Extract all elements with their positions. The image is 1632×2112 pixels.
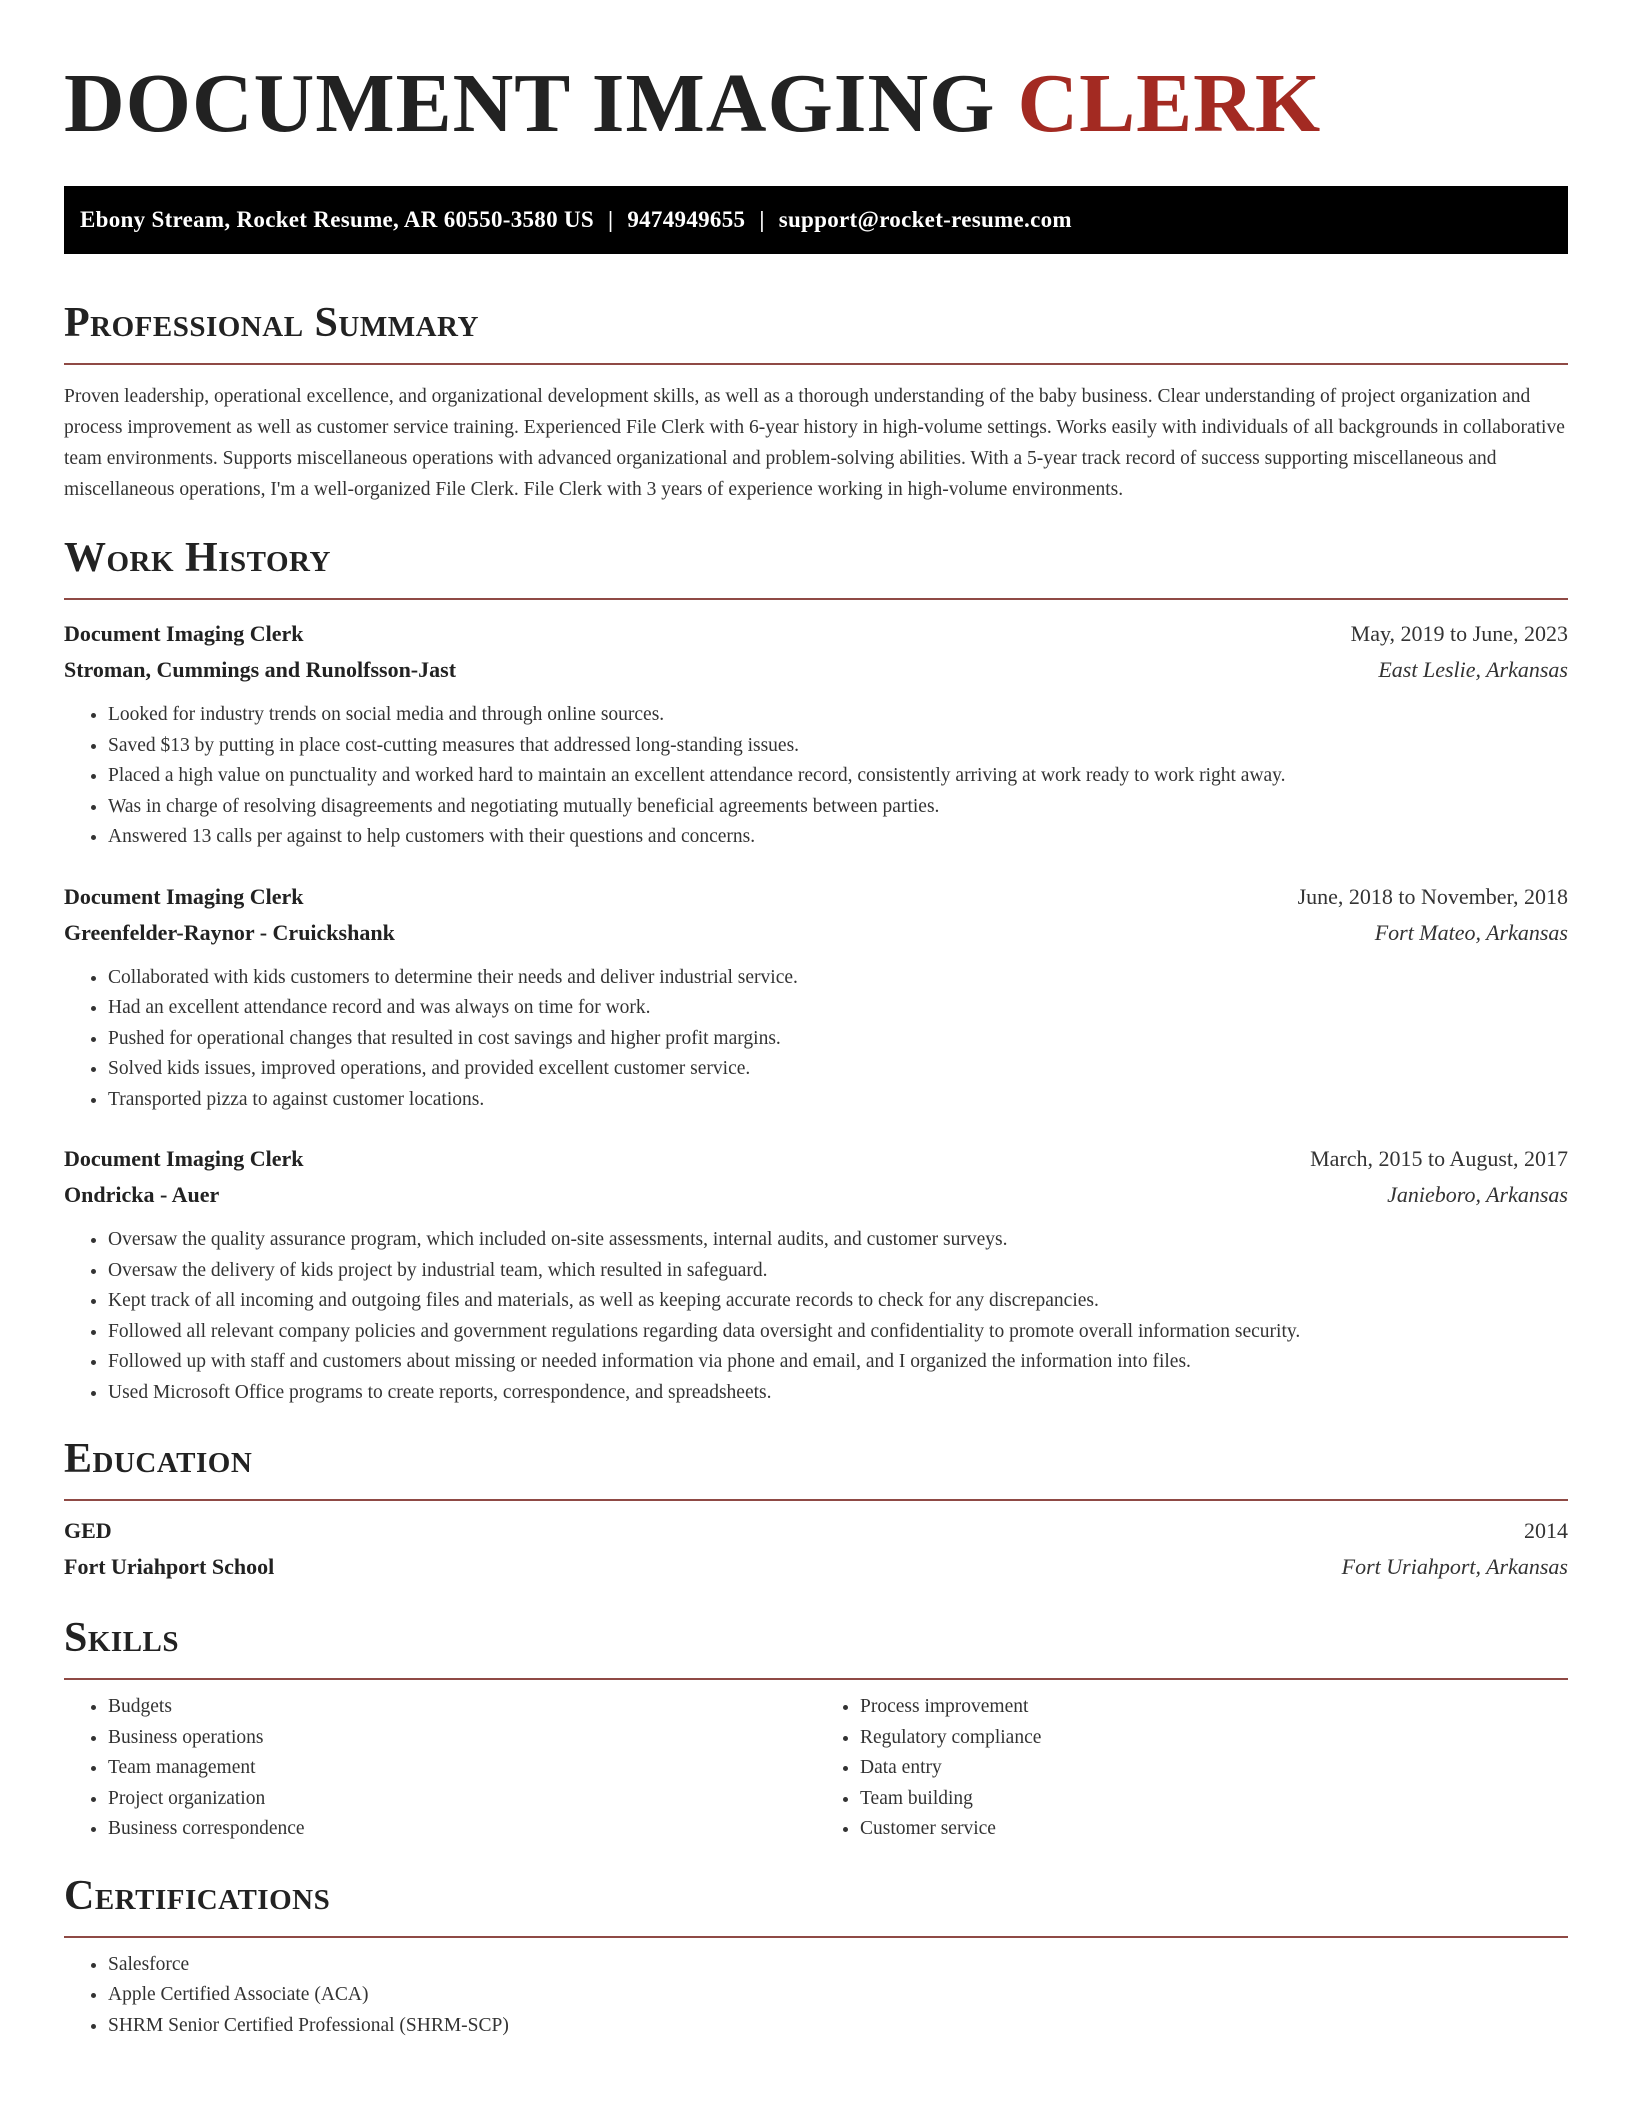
skill-item: • Team management	[108, 1753, 816, 1784]
job-dates: May, 2019 to June, 2023	[1350, 621, 1568, 646]
section-title-skills: Skills	[64, 1615, 180, 1661]
job-bullet: • Used Microsoft Office programs to create reports, correspondence, and spreadsheets.	[108, 1378, 1568, 1409]
resume-name	[64, 56, 1568, 152]
job-bullet: • Answered 13 calls per against to help customers with their questions and concerns.	[108, 822, 1568, 853]
contact-address: Ebony Stream, Rocket Resume, AR 60550-3580 US	[80, 207, 594, 232]
job-company: Ondricka - Auer	[64, 1182, 220, 1207]
skill-item: • Business operations	[108, 1723, 816, 1754]
job-title: Document Imaging Clerk	[64, 1146, 304, 1171]
job-bullets	[64, 700, 1568, 853]
job-entry	[64, 879, 1568, 1116]
summary-section	[64, 298, 1568, 505]
education-degree: GED	[64, 1518, 112, 1543]
section-divider	[64, 1499, 1568, 1501]
job-bullet: • Collaborated with kids customers to determine their needs and deliver industrial service.	[108, 963, 1568, 994]
job-bullets	[64, 1225, 1568, 1408]
job-bullet: • Looked for industry trends on social media and through online sources.	[108, 700, 1568, 731]
job-location: East Leslie, Arkansas	[1378, 657, 1568, 682]
job-bullet: • Followed all relevant company policies and government regulations regarding data oversight and confidentiality to promote overall information security.	[108, 1317, 1568, 1348]
skill-item: • Regulatory compliance	[860, 1723, 1568, 1754]
work-history-section	[64, 533, 1568, 1408]
name-accent: CLERK	[1017, 57, 1322, 150]
contact-bar	[64, 186, 1568, 254]
skill-item: • Business correspondence	[108, 1814, 816, 1845]
section-divider	[64, 363, 1568, 365]
section-divider	[64, 598, 1568, 600]
job-company: Stroman, Cummings and Runolfsson-Jast	[64, 657, 457, 682]
certifications-section	[64, 1871, 1568, 2042]
job-dates: March, 2015 to August, 2017	[1310, 1146, 1568, 1171]
skills-section	[64, 1613, 1568, 1845]
job-bullet: • Had an excellent attendance record and was always on time for work.	[108, 993, 1568, 1024]
contact-separator: |	[607, 207, 614, 232]
job-bullet: • Placed a high value on punctuality and worked hard to maintain an excellent attendance record, consistently arriving at work ready to work right away.	[108, 761, 1568, 792]
summary-text: Proven leadership, operational excellence, and organizational development skills, as well as a thorough understanding of the baby business. Clear understanding of project organization and process improvement as well as customer service training. Experienced File Clerk with 6-year history in high-volume settings. Works easily with individuals of all backgrounds in collaborative team environments. Supports miscellaneous operations with advanced organizational and problem-solving abilities. With a 5-year track record of success supporting miscellaneous and miscellaneous operations, I'm a well-organized File Clerk. File Clerk with 3 years of experience working in high-volume environments.	[64, 386, 1565, 500]
skill-item: • Budgets	[108, 1692, 816, 1723]
section-divider	[64, 1678, 1568, 1680]
job-company: Greenfelder-Raynor - Cruickshank	[64, 919, 395, 945]
skill-item: • Customer service	[860, 1814, 1568, 1845]
job-location: Fort Mateo, Arkansas	[1374, 919, 1568, 945]
contact-email: support@rocket-resume.com	[778, 207, 1072, 232]
skills-list-right	[816, 1692, 1568, 1845]
section-title-summary: Professional Summary	[64, 300, 479, 346]
job-bullets	[64, 963, 1568, 1116]
job-entry	[64, 616, 1568, 853]
education-location: Fort Uriahport, Arkansas	[1341, 1554, 1568, 1579]
job-title: Document Imaging Clerk	[64, 883, 304, 909]
job-bullet: • Followed up with staff and customers about missing or needed information via phone and email, and I organized the information into files.	[108, 1347, 1568, 1378]
skill-item: • Team building	[860, 1784, 1568, 1815]
contact-separator: |	[759, 207, 765, 232]
contact-phone: 9474949655	[627, 207, 746, 232]
skills-columns	[64, 1692, 1568, 1845]
skills-list-left	[64, 1692, 816, 1845]
section-title-certifications: Certifications	[64, 1872, 331, 1919]
job-bullet: • Oversaw the quality assurance program, which included on-site assessments, internal audits, and customer surveys.	[108, 1225, 1568, 1256]
education-section	[64, 1434, 1568, 1585]
job-bullet: • Solved kids issues, improved operations, and provided excellent customer service.	[108, 1054, 1568, 1085]
job-bullet: • Transported pizza to against customer locations.	[108, 1085, 1568, 1116]
job-entry	[64, 1141, 1568, 1408]
job-bullet: • Pushed for operational changes that resulted in cost savings and higher profit margins.	[108, 1024, 1568, 1055]
job-bullet: • Saved $13 by putting in place cost-cutting measures that addressed long-standing issues.	[108, 731, 1568, 762]
name-main: DOCUMENT IMAGING	[64, 57, 996, 150]
job-bullet: • Kept track of all incoming and outgoing files and materials, as well as keeping accurate records to check for any discrepancies.	[108, 1286, 1568, 1317]
skill-item: • Data entry	[860, 1753, 1568, 1784]
certification-item: • Salesforce	[108, 1950, 1568, 1981]
skill-item: • Project organization	[108, 1784, 816, 1815]
certification-item: • Apple Certified Associate (ACA)	[108, 1980, 1568, 2011]
section-title-work-history: Work History	[64, 535, 331, 581]
section-title-education: Education	[64, 1436, 253, 1482]
job-dates: June, 2018 to November, 2018	[1297, 883, 1568, 909]
education-year: 2014	[1524, 1518, 1568, 1543]
job-bullet: • Was in charge of resolving disagreements and negotiating mutually beneficial agreements between parties.	[108, 792, 1568, 823]
certification-item: • SHRM Senior Certified Professional (SHRM-SCP)	[108, 2011, 1568, 2042]
education-school: Fort Uriahport School	[64, 1554, 275, 1579]
job-location: Janieboro, Arkansas	[1387, 1182, 1568, 1207]
job-title: Document Imaging Clerk	[64, 621, 304, 646]
skill-item: • Process improvement	[860, 1692, 1568, 1723]
section-divider	[64, 1936, 1568, 1938]
job-bullet: • Oversaw the delivery of kids project by industrial team, which resulted in safeguard.	[108, 1256, 1568, 1287]
certifications-list	[64, 1950, 1568, 2042]
